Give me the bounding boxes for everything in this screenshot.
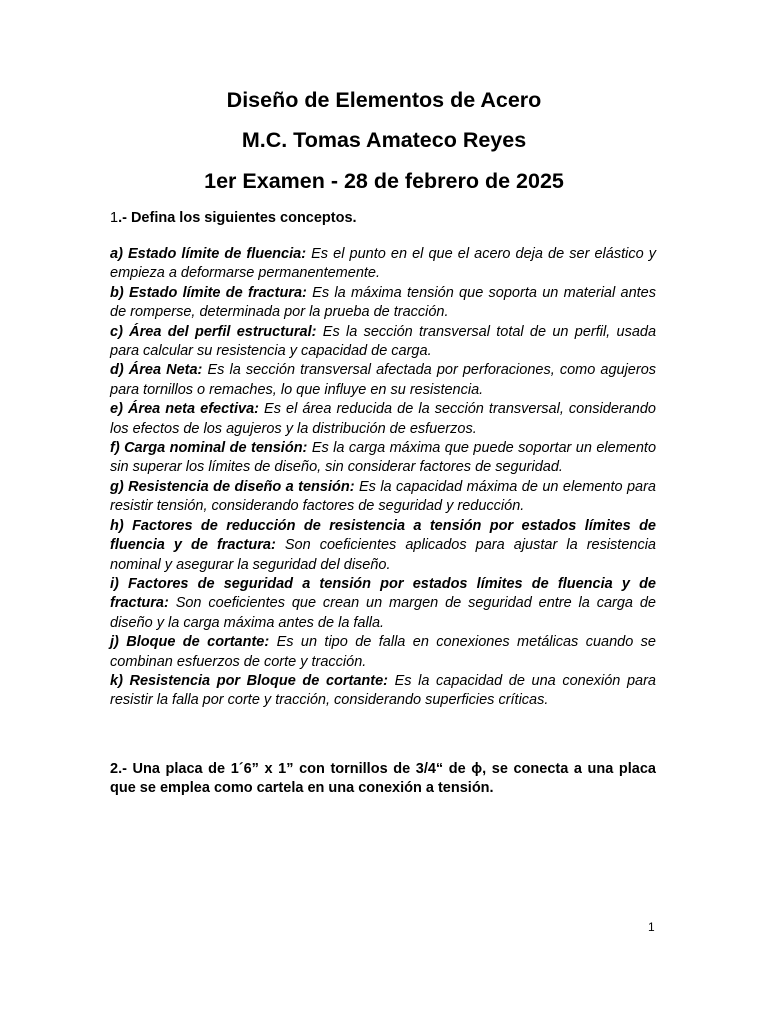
definition-term: j) Bloque de cortante: — [110, 634, 270, 651]
definition-text: Es un tipo de falla en conexiones metálicas cuando se combinan esfuerzos de corte y tracción. — [110, 634, 656, 670]
definition-term: f) Carga nominal de tensión: — [110, 440, 308, 457]
exam-date-heading: 1er Examen - 28 de febrero de 2025 — [204, 169, 564, 193]
definition-text: Es la capacidad máxima de un elemento para resistir tensión, considerando factores de seguridad y reducción. — [110, 478, 656, 515]
author-name: M.C. Tomas Amateco Reyes — [241, 128, 527, 152]
definition-term: k) Resistencia por Bloque de cortante: — [110, 672, 389, 689]
definition-text: Es la carga máxima que puede soportar un elemento sin superar los límites de diseño, sin considerar factores de seguridad. — [110, 440, 657, 476]
definition-item — [110, 323, 656, 362]
definition-text: Son coeficientes que crean un margen de seguridad entre la carga de diseño y la carga máxima antes de la falla. — [110, 595, 656, 631]
definition-item — [110, 517, 656, 575]
definition-text: Es la sección transversal total de un perfil, usada para calcular su resistencia y capacidad de carga. — [110, 323, 657, 360]
definition-item — [110, 361, 656, 400]
definition-text: Es el punto en el que el acero deja de ser elástico y empieza a deformarse permanentemente. — [110, 246, 656, 282]
definition-term: a) Estado límite de fluencia: — [110, 246, 307, 262]
definition-term: b) Estado límite de fractura: — [110, 284, 307, 301]
question-1 — [110, 208, 656, 228]
question-2: 2.- Una placa de 1´6” x 1” con tornillos de 3/4“ de ϕ, se conecta a una placa que se emplea como cartela en una conexión a tensión. — [110, 761, 656, 797]
definition-text: Es la capacidad de una conexión para resistir la falla por corte y tracción, considerando superficies críticas. — [110, 672, 656, 709]
definition-term: i) Factores de seguridad a tensión por estados límites de fluencia y de fractura: — [110, 575, 656, 612]
definition-text: Es la máxima tensión que soporta un material antes de romperse, determinada por la prueba de tracción. — [110, 284, 656, 321]
definition-term: h) Factores de reducción de resistencia a tensión por estados límites de fluencia y de fractura: — [110, 517, 656, 554]
definitions-list — [110, 245, 656, 711]
definition-item — [110, 633, 656, 672]
definition-text: Es el área reducida de la sección transversal, considerando los efectos de los agujeros y la distribución de esfuerzos. — [110, 401, 656, 437]
definition-term: e) Área neta efectiva: — [110, 401, 259, 418]
definition-item — [110, 439, 656, 478]
definition-term: d) Área Neta: — [110, 362, 203, 379]
definition-term: g) Resistencia de diseño a tensión: — [110, 478, 355, 495]
page-number: 1 — [648, 920, 655, 934]
definition-text: Son coeficientes aplicados para ajustar la resistencia nominal y asegurar la seguridad del diseño. — [110, 537, 656, 573]
document-title: Diseño de Elementos de Acero — [226, 88, 542, 112]
definition-term: c) Área del perfil estructural: — [110, 323, 317, 340]
definition-item — [110, 478, 656, 517]
definition-item — [110, 245, 656, 284]
question-1-text: .- Defina los siguientes conceptos. — [118, 210, 357, 226]
definition-item — [110, 400, 656, 439]
definition-text: Es la sección transversal afectada por perforaciones, como agujeros para tornillos o remaches, lo que influye en su resistencia. — [110, 362, 657, 398]
question-1-number: 1 — [110, 210, 119, 226]
definition-item — [110, 672, 656, 711]
definition-item — [110, 575, 656, 633]
definition-item — [110, 284, 656, 323]
